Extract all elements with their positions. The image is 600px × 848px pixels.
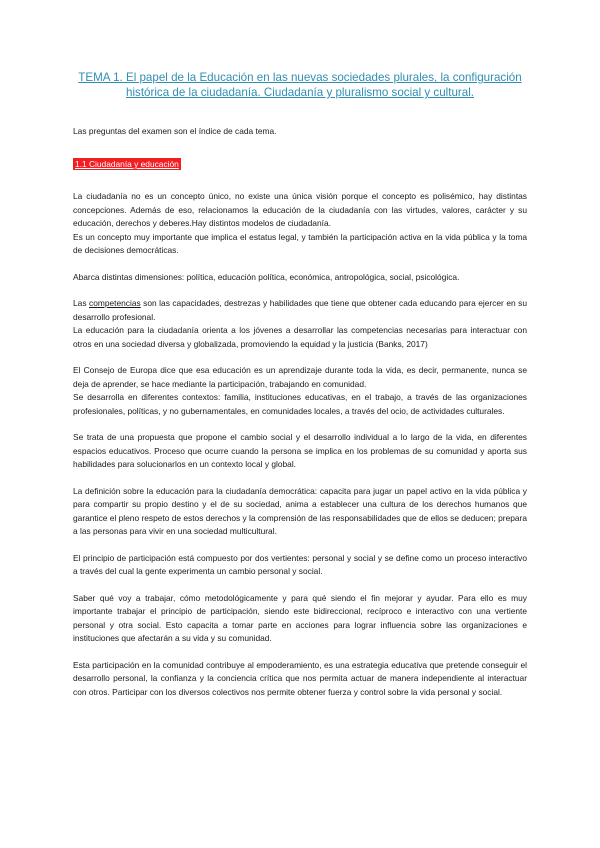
competencias-term: competencias — [89, 298, 141, 308]
paragraph: Abarca distintas dimensiones: política, educación política, económica, antropológica, social, psicológica. — [73, 271, 460, 282]
section-heading: 1.1 Ciudadanía y educación — [75, 159, 179, 169]
paragraph: La ciudadanía no es un concepto único, no existe una única visión porque el concepto es polisémico, hay distintas concepciones. Además de eso, relacionamos la educación de la ciudadanía con las virtudes, valores, carácter y su educación, derechos y deberes.Hay distintos modelos de ciudadanía. — [73, 191, 527, 228]
paragraph: Es un concepto muy importante que implica el estatus legal, y también la participación activa en la vida pública y la toma de decisiones democráticas. — [73, 231, 527, 255]
paragraph: Se trata de una propuesta que propone el cambio social y el desarrollo individual a lo largo de la vida, en diferentes espacios educativos. Proceso que ocurre cuando la persona se implica en los problemas de su comunidad y aporta sus habilidades para solucionarlos en un contexto local y global. — [73, 432, 527, 469]
paragraph: Esta participación en la comunidad contribuye al empoderamiento, es una estrategia educativa que pretende conseguir el desarrollo personal, la confianza y la conciencia crítica que nos permita actuar de manera independiente al interactuar con otros. Participar con los diversos colectivos nos permite obtener fuerza y control sobre la vida personal y social. — [73, 659, 527, 697]
paragraph: La definición sobre la educación para la ciudadanía democrática: capacita para jugar un papel activo en la vida pública y para compartir su propio destino y el de su sociedad, anima a establecer una cultura de los derechos humanos que garantice el pleno respeto de estos derechos y la comprensión de las responsabilidades que de ellos se deducen; prepara a las personas para vivir en una sociedad multicultural. — [73, 485, 527, 536]
paragraph: La educación para la ciudadanía orienta a los jóvenes a desarrollar las competencias necesarias para interactuar con otros en una sociedad diversa y globalizada, promoviendo la equidad y la justicia (Banks, 2017) — [73, 325, 527, 349]
paragraph: El Consejo de Europa dice que esa educación es un aprendizaje durante toda la vida, es decir, permanente, nunca se deja de aprender, se hace mediante la participación, trabajando en comunidad. — [73, 365, 527, 389]
competencias-lead: Las — [73, 298, 89, 308]
exam-note: Las preguntas del examen son el índice de cada tema. — [73, 126, 277, 136]
paragraph: Saber qué voy a trabajar, cómo metodológicamente y para qué siendo el fin mejorar y ayudar. Para ello es muy importante trabajar el principio de participación, siendo este bidireccional, recíproco e interactivo con una vertiente personal y otra social. Esto capacita a tomar parte en acciones para lograr influencia sobre las organizaciones e instituciones que afectarán a su vida y su comunidad. — [73, 592, 527, 643]
paragraph: El principio de participación está compuesto por dos vertientes: personal y social y se define como un proceso interactivo a través del cual la gente experimenta un cambio personal y social. — [73, 552, 527, 576]
document-title: TEMA 1. El papel de la Educación en las nuevas sociedades plurales, la configuración histórica de la ciudadanía. Ciudadanía y pluralismo social y cultural. — [78, 71, 522, 99]
competencias-rest: son las capacidades, destrezas y habilidades que tiene que obtener cada educando para ejercer en su desarrollo profesional. — [73, 298, 527, 322]
paragraph-competencias — [73, 297, 527, 324]
paragraph: Se desarrolla en diferentes contextos: familia, instituciones educativas, en el trabajo, a través de las organizaciones profesionales, políticas, y no gubernamentales, en comunidades locales, a través del ocio, de actividades culturales. — [73, 392, 527, 416]
